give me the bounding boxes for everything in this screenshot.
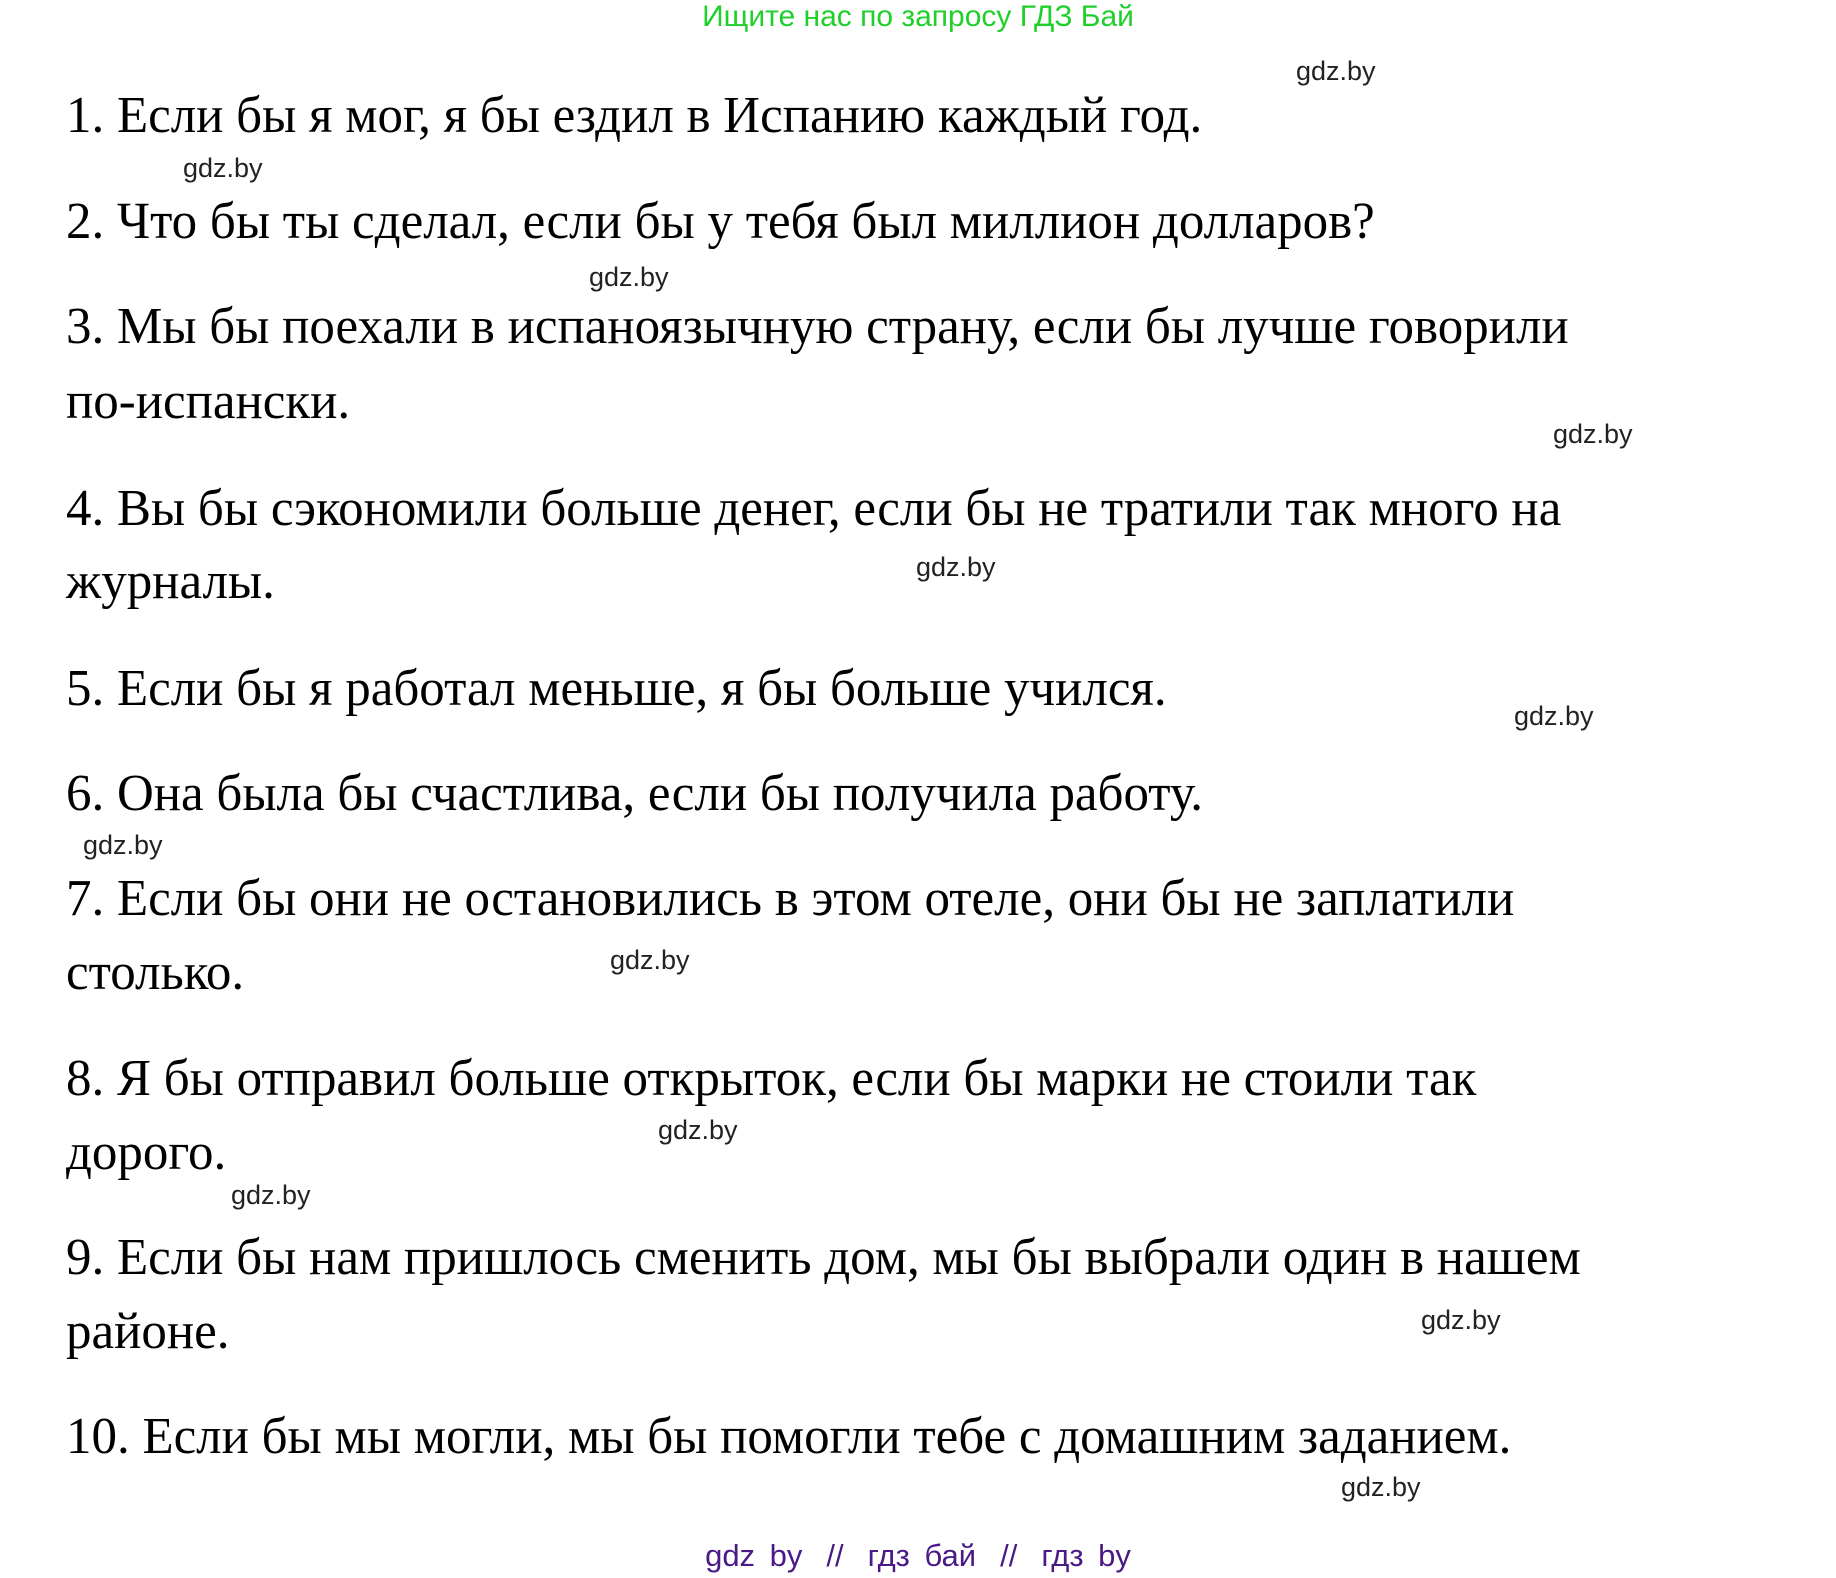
sentence-3-line-2: по-испански. [66,373,351,430]
watermark: gdz.by [1421,1305,1501,1335]
footer-link-gdz-by-cyr[interactable]: гдз by [1041,1538,1131,1573]
watermark: gdz.by [1553,419,1633,449]
footer-separator: // [826,1538,844,1573]
sentence-9-line-2: районе. [66,1303,230,1360]
sentence-10: 10. Если бы мы могли, мы бы помогли тебе с домашним заданием. [66,1408,1512,1465]
sentence-3-line-1: 3. Мы бы поехали в испаноязычную страну, если бы лучше говорили [66,298,1569,355]
sentence-6: 6. Она была бы счастлива, если бы получила работу. [66,765,1203,822]
watermark: gdz.by [83,830,163,860]
footer-link-gdz-bai[interactable]: гдз бай [867,1538,977,1573]
sentence-8-line-2: дорого. [66,1124,227,1181]
sentence-7-line-2: столько. [66,944,245,1001]
sentence-9-line-1: 9. Если бы нам пришлось сменить дом, мы бы выбрали один в нашем [66,1229,1581,1286]
sentence-8-line-1: 8. Я бы отправил больше открыток, если бы марки не стоили так [66,1050,1477,1107]
sentence-5: 5. Если бы я работал меньше, я бы больше учился. [66,660,1167,717]
watermark: gdz.by [231,1180,311,1210]
watermark: gdz.by [183,153,263,183]
watermark: gdz.by [1296,56,1376,86]
footer-links [0,1538,1836,1574]
top-banner: Ищите нас по запросу ГДЗ Бай [702,0,1134,33]
watermark: gdz.by [658,1115,738,1145]
sentence-7-line-1: 7. Если бы они не остановились в этом отеле, они бы не заплатили [66,870,1515,927]
sentence-4-line-1: 4. Вы бы сэкономили больше денег, если бы не тратили так много на [66,480,1562,537]
footer-link-gdz-by[interactable]: gdz by [705,1538,803,1573]
footer-separator: // [1000,1538,1018,1573]
watermark: gdz.by [1514,701,1594,731]
sentence-2: 2. Что бы ты сделал, если бы у тебя был миллион долларов? [66,193,1375,250]
sentence-1: 1. Если бы я мог, я бы ездил в Испанию каждый год. [66,87,1203,144]
sentence-4-line-2: журналы. [66,553,275,610]
watermark: gdz.by [589,262,669,292]
watermark: gdz.by [916,552,996,582]
watermark: gdz.by [610,945,690,975]
watermark: gdz.by [1341,1472,1421,1502]
